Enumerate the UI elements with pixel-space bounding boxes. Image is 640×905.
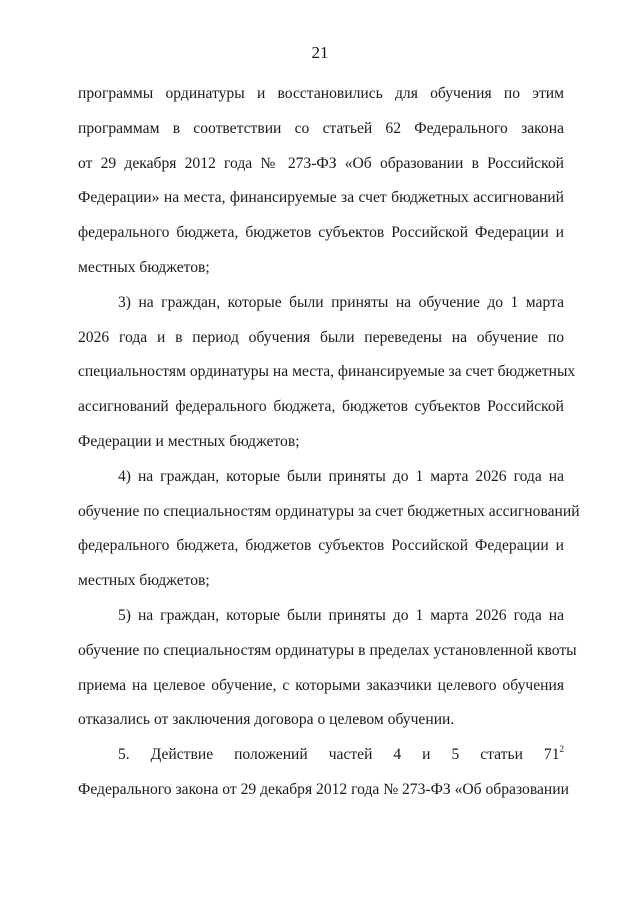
paragraph-line: от 29 декабря 2012 года № 273-ФЗ «Об образовании в Российской: [78, 154, 564, 172]
list-item-4-line: 4) на граждан, которые были приняты до 1 марта 2026 года на: [118, 467, 564, 485]
page-number: 21: [311, 43, 329, 62]
list-item-3-line: 2026 года и в период обучения были переведены на обучение по: [78, 328, 564, 346]
list-item-4-line: обучение по специальностям ординатуры за счет бюджетных ассигнований: [78, 502, 580, 520]
list-item-5-line: обучение по специальностям ординатуры в пределах установленной квоты: [78, 641, 577, 659]
clause-number: 5.: [118, 746, 130, 764]
paragraph-line: местных бюджетов;: [78, 258, 210, 276]
list-item-5-line: 5) на граждан, которые были приняты до 1 марта 2026 года на: [118, 606, 564, 624]
article-reference: [544, 738, 564, 773]
clause-word: 4: [393, 746, 402, 764]
document-body: [78, 77, 580, 808]
list-item-3-line: специальностям ординатуры на места, финансируемые за счет бюджетных: [78, 363, 576, 381]
paragraph-line: федерального бюджета, бюджетов субъектов Российской Федерации и: [78, 224, 564, 242]
list-item-3-line: Федерации и местных бюджетов;: [78, 432, 300, 450]
paragraph-line: Федерации» на места, финансируемые за счет бюджетных ассигнований: [78, 189, 564, 207]
clause-word: и: [422, 746, 431, 764]
clause-5-line: [78, 738, 564, 773]
clause-word: статьи: [480, 746, 523, 764]
list-item-5-line: приема на целевое обучение, с которыми заказчики целевого обучения: [78, 676, 564, 694]
list-item-3-line: ассигнований федерального бюджета, бюджетов субъектов Российской: [78, 398, 564, 416]
clause-word: Действие: [150, 746, 214, 764]
paragraph-line: программам в соответствии со статьей 62 Федерального закона: [78, 119, 564, 137]
clause-word: положений: [234, 746, 308, 764]
list-item-4-line: местных бюджетов;: [78, 572, 210, 590]
list-item-5-line: отказались от заключения договора о целевом обучении.: [78, 711, 455, 729]
article-superscript: 2: [559, 744, 564, 755]
list-item-4-line: федерального бюджета, бюджетов субъектов Российской Федерации и: [78, 537, 564, 555]
paragraph-line: программы ординатуры и восстановились для обучения по этим: [78, 85, 564, 102]
list-item-3-line: 3) на граждан, которые были приняты на обучение до 1 марта: [118, 293, 564, 311]
article-number: 71: [543, 746, 560, 764]
clause-word: частей: [328, 746, 373, 764]
clause-5-line: Федерального закона от 29 декабря 2012 года № 273-ФЗ «Об образовании: [78, 780, 569, 798]
clause-word: 5: [451, 746, 460, 764]
